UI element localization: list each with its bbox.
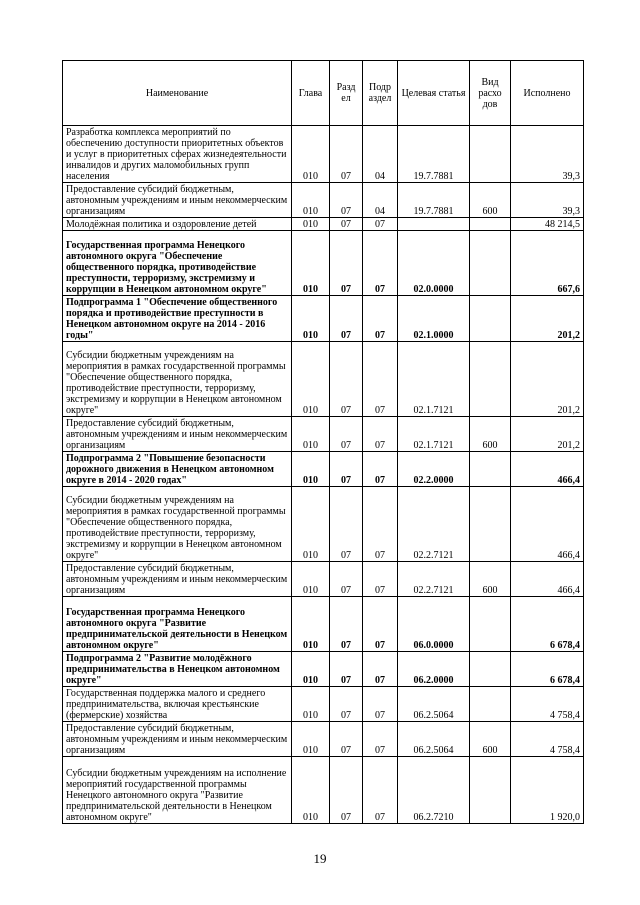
budget-table [62, 60, 584, 824]
row-subsection: 07 [363, 757, 398, 824]
row-value: 466,4 [511, 452, 584, 487]
row-target: 19.7.7881 [398, 183, 470, 218]
row-chapter: 010 [292, 562, 330, 597]
row-expense-type [470, 487, 511, 562]
page-number: 19 [313, 851, 327, 866]
row-value: 4 758,4 [511, 687, 584, 722]
row-value: 6 678,4 [511, 652, 584, 687]
row-value: 466,4 [511, 562, 584, 597]
row-expense-type: 600 [470, 562, 511, 597]
row-expense-type [470, 597, 511, 652]
row-target: 02.2.0000 [398, 452, 470, 487]
row-section: 07 [330, 296, 363, 342]
row-expense-type [470, 296, 511, 342]
row-subsection: 07 [363, 597, 398, 652]
header-chapter: Глава [292, 61, 330, 126]
header-target: Целевая статья [398, 61, 470, 126]
table-row [63, 417, 584, 452]
row-expense-type: 600 [470, 183, 511, 218]
row-value: 6 678,4 [511, 597, 584, 652]
row-value: 201,2 [511, 296, 584, 342]
row-value: 39,3 [511, 126, 584, 183]
row-subsection: 07 [363, 342, 398, 417]
row-value: 466,4 [511, 487, 584, 562]
row-target: 02.2.7121 [398, 487, 470, 562]
row-chapter: 010 [292, 231, 330, 296]
row-expense-type [470, 652, 511, 687]
row-chapter: 010 [292, 757, 330, 824]
row-target: 02.1.7121 [398, 342, 470, 417]
header-section: Разд ел [330, 61, 363, 126]
row-expense-type [470, 231, 511, 296]
row-subsection: 07 [363, 296, 398, 342]
row-chapter: 010 [292, 722, 330, 757]
row-chapter: 010 [292, 597, 330, 652]
header-executed: Исполнено [511, 61, 584, 126]
table-row [63, 126, 584, 183]
row-chapter: 010 [292, 417, 330, 452]
row-name: Предоставление субсидий бюджетным, автономным учреждениям и иным некоммерческим организациям [63, 183, 292, 218]
table-header-row [63, 61, 584, 126]
row-name: Подпрограмма 2 "Повышение безопасности дорожного движения в Ненецком автономном округе в 2014 - 2020 годах" [63, 452, 292, 487]
row-section: 07 [330, 218, 363, 231]
row-chapter: 010 [292, 652, 330, 687]
row-value: 1 920,0 [511, 757, 584, 824]
row-target: 02.1.0000 [398, 296, 470, 342]
header-expense-type: Вид расхо дов [470, 61, 511, 126]
table-row [63, 183, 584, 218]
row-chapter: 010 [292, 183, 330, 218]
table-row [63, 722, 584, 757]
row-target [398, 218, 470, 231]
table-row [63, 218, 584, 231]
table-row [63, 487, 584, 562]
table-row [63, 296, 584, 342]
row-target: 02.1.7121 [398, 417, 470, 452]
row-value: 39,3 [511, 183, 584, 218]
row-expense-type [470, 126, 511, 183]
header-name: Наименование [63, 61, 292, 126]
row-subsection: 07 [363, 487, 398, 562]
row-name: Субсидии бюджетным учреждениям на мероприятия в рамках государственной программы "Обеспечение общественного порядка, противодействие преступности, терроризму, экстремизму и коррупции в Ненецком автономном округе" [63, 487, 292, 562]
row-name: Предоставление субсидий бюджетным, автономным учреждениям и иным некоммерческим организациям [63, 722, 292, 757]
row-subsection: 07 [363, 722, 398, 757]
row-name: Субсидии бюджетным учреждениям на исполнение мероприятий государственной программы Ненецкого автономного округа "Развитие предпринимательской деятельности в Ненецком автономном округе" [63, 757, 292, 824]
row-value: 4 758,4 [511, 722, 584, 757]
row-subsection: 07 [363, 231, 398, 296]
row-section: 07 [330, 562, 363, 597]
row-name: Подпрограмма 2 "Развитие молодёжного предпринимательства в Ненецком автономном округе" [63, 652, 292, 687]
row-subsection: 07 [363, 652, 398, 687]
row-name: Подпрограмма 1 "Обеспечение общественного порядка и противодействие преступности в Ненецком автономном округе на 2014 - 2016 годы" [63, 296, 292, 342]
row-section: 07 [330, 126, 363, 183]
row-section: 07 [330, 722, 363, 757]
row-section: 07 [330, 487, 363, 562]
row-value: 201,2 [511, 342, 584, 417]
table-row [63, 452, 584, 487]
row-section: 07 [330, 183, 363, 218]
row-section: 07 [330, 452, 363, 487]
row-section: 07 [330, 687, 363, 722]
row-name: Молодёжная политика и оздоровление детей [63, 218, 292, 231]
table-row [63, 231, 584, 296]
row-expense-type [470, 452, 511, 487]
row-subsection: 07 [363, 562, 398, 597]
row-chapter: 010 [292, 342, 330, 417]
row-section: 07 [330, 597, 363, 652]
row-target: 02.2.7121 [398, 562, 470, 597]
row-section: 07 [330, 231, 363, 296]
row-subsection: 07 [363, 417, 398, 452]
row-chapter: 010 [292, 218, 330, 231]
row-target: 19.7.7881 [398, 126, 470, 183]
row-name: Государственная поддержка малого и среднего предпринимательства, включая крестьянские (фермерские) хозяйства [63, 687, 292, 722]
row-subsection: 07 [363, 452, 398, 487]
row-expense-type: 600 [470, 417, 511, 452]
row-name: Субсидии бюджетным учреждениям на мероприятия в рамках государственной программы "Обеспечение общественного порядка, противодействие преступности, терроризму, экстремизму и коррупции в Ненецком автономном округе" [63, 342, 292, 417]
row-section: 07 [330, 342, 363, 417]
table-row [63, 757, 584, 824]
row-target: 06.0.0000 [398, 597, 470, 652]
row-section: 07 [330, 652, 363, 687]
header-subsection: Подр аздел [363, 61, 398, 126]
row-chapter: 010 [292, 126, 330, 183]
row-chapter: 010 [292, 296, 330, 342]
row-chapter: 010 [292, 687, 330, 722]
row-target: 06.2.5064 [398, 722, 470, 757]
row-subsection: 04 [363, 126, 398, 183]
row-expense-type: 600 [470, 722, 511, 757]
row-section: 07 [330, 417, 363, 452]
row-expense-type [470, 218, 511, 231]
row-expense-type [470, 757, 511, 824]
table-row [63, 652, 584, 687]
row-name: Предоставление субсидий бюджетным, автономным учреждениям и иным некоммерческим организациям [63, 417, 292, 452]
row-target: 06.2.5064 [398, 687, 470, 722]
row-target: 06.2.0000 [398, 652, 470, 687]
table-row [63, 342, 584, 417]
row-name: Государственная программа Ненецкого автономного округа "Развитие предпринимательской деятельности в Ненецком автономном округе" [63, 597, 292, 652]
row-target: 02.0.0000 [398, 231, 470, 296]
row-value: 667,6 [511, 231, 584, 296]
row-name: Государственная программа Ненецкого автономного округа "Обеспечение общественного порядка, противодействие преступности, терроризму, экстремизму и коррупции в Ненецком автономном округе" [63, 231, 292, 296]
row-name: Разработка комплекса мероприятий по обеспечению доступности приоритетных объектов и услуг в приоритетных сферах жизнедеятельности инвалидов и других маломобильных групп населения [63, 126, 292, 183]
row-expense-type [470, 342, 511, 417]
row-chapter: 010 [292, 487, 330, 562]
row-chapter: 010 [292, 452, 330, 487]
table-row [63, 562, 584, 597]
row-section: 07 [330, 757, 363, 824]
row-expense-type [470, 687, 511, 722]
table-row [63, 687, 584, 722]
row-value: 48 214,5 [511, 218, 584, 231]
row-name: Предоставление субсидий бюджетным, автономным учреждениям и иным некоммерческим организациям [63, 562, 292, 597]
row-subsection: 07 [363, 687, 398, 722]
row-subsection: 04 [363, 183, 398, 218]
row-target: 06.2.7210 [398, 757, 470, 824]
row-value: 201,2 [511, 417, 584, 452]
table-row [63, 597, 584, 652]
row-subsection: 07 [363, 218, 398, 231]
